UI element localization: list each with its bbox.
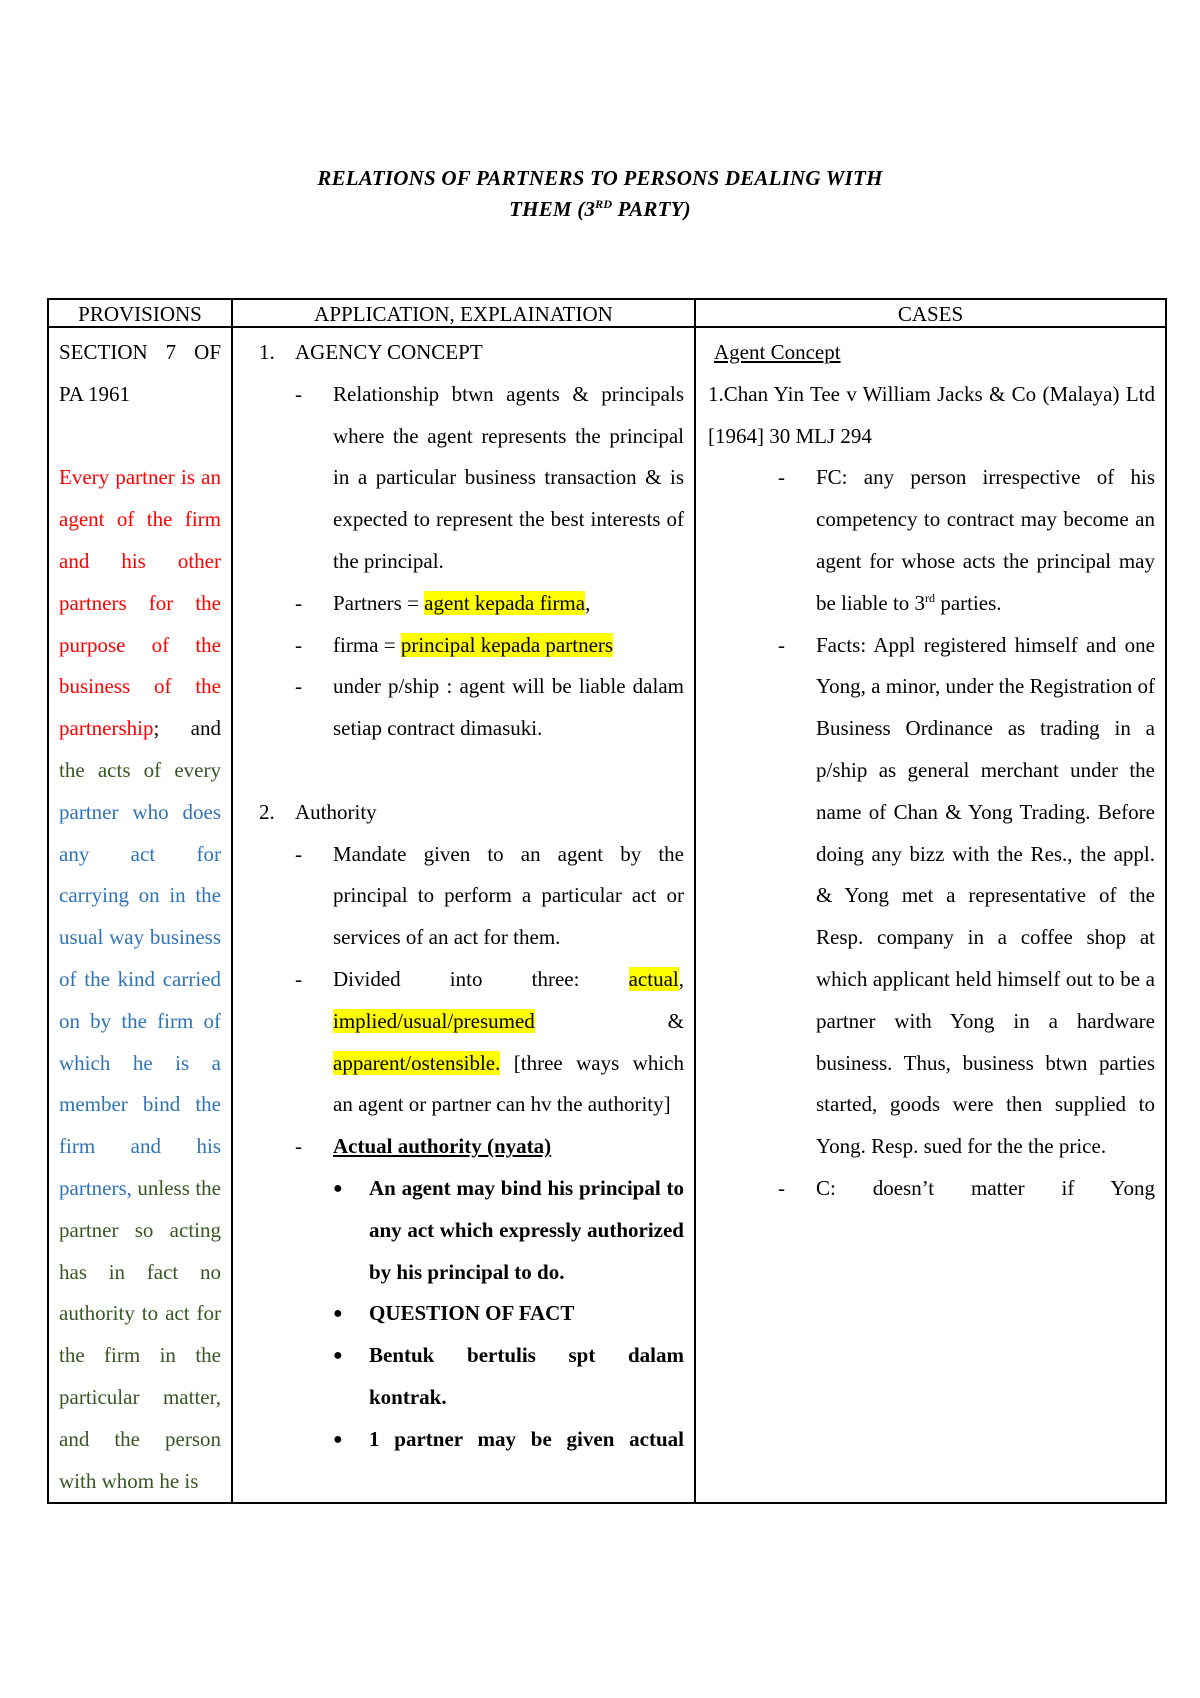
authority-title: Authority [295, 799, 377, 824]
partners-line [333, 583, 684, 625]
list-item [778, 457, 1155, 624]
highlight-actual: actual [628, 966, 679, 991]
dash-marker: - [295, 632, 302, 657]
title-line-2-post: PARTY) [612, 197, 691, 221]
partners-pre: Partners = [333, 590, 425, 615]
highlight-apparent: apparent/ostensible. [333, 1050, 501, 1075]
provisions-content [49, 328, 231, 1502]
header-provisions: PROVISIONS [48, 299, 232, 327]
table-header-row [48, 299, 1166, 327]
mandate-line: Mandate given to an agent by the principal to perform a particular act or services of an act for them. [333, 841, 684, 950]
agency-title: AGENCY CONCEPT [295, 340, 483, 364]
agency-definition: Relationship btwn agents & principals where the agent represents the principal in a particular business transaction & is expected to represent the best interests of the principal. [333, 381, 684, 573]
fc-pre: FC: any person irrespective of his competency to contract may become an agent for whose acts the principal may be liable to 3 [816, 465, 1155, 615]
list-item [778, 1168, 1155, 1210]
cases-cell [695, 327, 1166, 1503]
dash-marker: - [295, 674, 302, 699]
list-item [295, 1126, 684, 1168]
dash-marker: - [295, 966, 302, 991]
fc-post: parties. [935, 590, 1002, 615]
list-item [295, 834, 684, 959]
application-content [233, 328, 694, 1461]
dash-marker: - [295, 841, 302, 866]
green-clause-1: the acts of every [59, 757, 221, 782]
dash-marker: - [778, 632, 785, 657]
fc-line [816, 457, 1155, 624]
provisions-cell [48, 327, 232, 1503]
authority-number: 2. [259, 799, 275, 824]
section-reference: SECTION 7 OF PA 1961 [59, 340, 221, 406]
list-item [333, 1335, 684, 1419]
dash-marker: - [295, 590, 302, 615]
agency-number: 1. [259, 340, 275, 364]
divided-amp: & [534, 1008, 684, 1033]
bullet-text: QUESTION OF FACT [369, 1301, 575, 1326]
agency-heading [259, 332, 684, 374]
list-item [333, 1168, 684, 1293]
list-item [778, 625, 1155, 1168]
fc-superscript: rd [925, 590, 936, 605]
cases-heading: Agent Concept [714, 340, 841, 364]
highlight-implied: implied/usual/presumed [333, 1008, 535, 1033]
title-line-2 [0, 194, 1200, 225]
title-line-1: RELATIONS OF PARTNERS TO PERSONS DEALING WITH [317, 166, 883, 190]
spacer [59, 416, 221, 458]
firma-line [333, 625, 684, 667]
list-item [333, 1419, 684, 1461]
dash-marker: - [778, 1175, 785, 1200]
authority-heading [259, 792, 684, 834]
highlight-agent: agent kepada firma [424, 590, 586, 615]
title-superscript: RD [595, 197, 613, 211]
divided-comma: , [678, 966, 684, 991]
list-item [295, 666, 684, 750]
divided-line [333, 959, 684, 1126]
case-title: 1.Chan Yin Tee v William Jacks & Co (Malaya) Ltd [1964] 30 MLJ 294 [708, 381, 1155, 448]
notes-table [47, 298, 1167, 1504]
spacer [259, 750, 684, 792]
facts-line: Facts: Appl registered himself and one Yong, a minor, under the Registration of Business Ordinance as trading in a p/ship as general merchant under the name of Chan & Yong Trading. Before doing any bizz with the Res., the appl. & Yong met a representative of the Resp. company in a coffee shop at which applicant held himself out to be a partner with Yong in a hardware business. Thus, business btwn parties started, goods were then supplied to Yong. Resp. sued for the the price. [816, 632, 1155, 1159]
partners-post: , [585, 590, 591, 615]
firma-pre: firma = [333, 632, 401, 657]
section-7-text [59, 457, 221, 1502]
header-cases: CASES [695, 299, 1166, 327]
list-item [333, 1293, 684, 1335]
list-item [295, 959, 684, 1126]
blue-clause: partner who does any act for carrying on in the usual way business of the kind carried on by the firm of which he is a member bind the firm and his partners, [59, 799, 221, 1200]
actual-authority-title: Actual authority (nyata) [333, 1134, 552, 1159]
bullet-text: Bentuk bertulis spt dalam kontrak. [369, 1343, 684, 1409]
dash-marker: - [295, 1134, 302, 1159]
bullet-icon: ● [333, 1430, 343, 1448]
bullet-text: An agent may bind his principal to any act which expressly authorized by his principal to do. [369, 1175, 684, 1284]
list-item [295, 583, 684, 625]
clause-separator: ; and [153, 716, 221, 741]
pship-line: under p/ship : agent will be liable dalam setiap contract dimasuki. [333, 674, 684, 741]
green-clause-2: unless the partner so acting has in fact no authority to act for the firm in the particular matter, and the person with whom he is [59, 1175, 222, 1493]
cases-heading-wrap [708, 332, 1155, 374]
bullet-icon: ● [333, 1179, 343, 1197]
divided-post: [three ways which an agent or partner can hv the authority] [333, 1050, 684, 1117]
bullet-text: 1 partner may be given actual [369, 1426, 684, 1451]
cases-content [696, 328, 1165, 1210]
title-line-2-pre: THEM (3 [509, 197, 596, 221]
bullet-icon: ● [333, 1347, 343, 1365]
bullet-icon: ● [333, 1305, 343, 1323]
list-item [295, 374, 684, 583]
conclusion-line: C: doesn’t matter if Yong [816, 1175, 1155, 1200]
application-cell [232, 327, 695, 1503]
table-row [48, 327, 1166, 1503]
divided-pre: Divided into three: [333, 966, 629, 991]
red-clause: Every partner is an agent of the firm and his other partners for the purpose of the business of the partnership [59, 465, 221, 741]
document-title [0, 163, 1200, 225]
highlight-principal: principal kepada partners [400, 632, 614, 657]
dash-marker: - [778, 465, 785, 490]
dash-marker: - [295, 381, 302, 406]
header-application: APPLICATION, EXPLAINATION [232, 299, 695, 327]
list-item [295, 625, 684, 667]
